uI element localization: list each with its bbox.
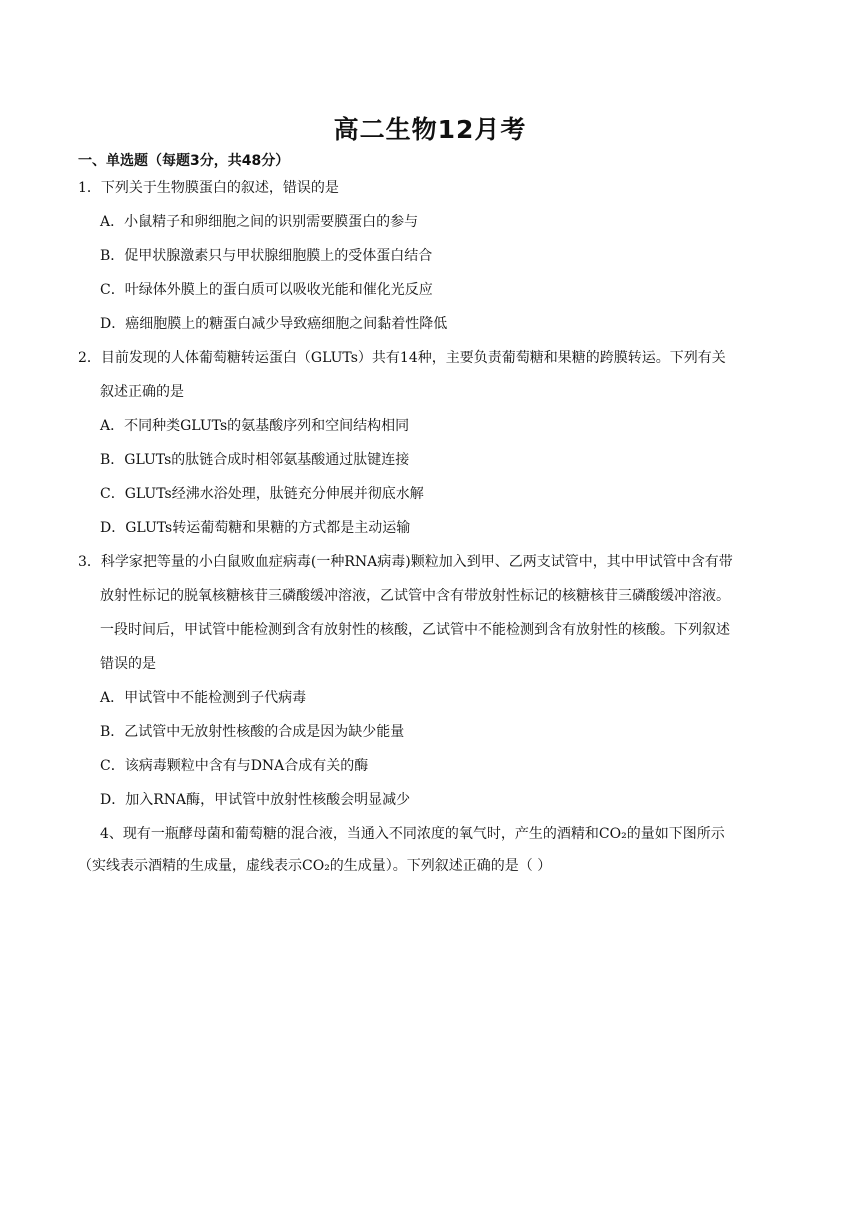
- question-3-option-a: A．甲试管中不能检测到子代病毒: [100, 690, 307, 706]
- question-3-stem: 3．科学家把等量的小白鼠败血症病毒(一种RNA病毒)颗粒加入到甲、乙两支试管中，其中甲试管中含有带: [78, 554, 733, 570]
- question-3-stem-cont-3: 错误的是: [100, 656, 156, 672]
- question-4-stem-cont: （实线表示酒精的生成量，虚线表示CO₂的生成量）。下列叙述正确的是（ ）: [78, 858, 552, 874]
- question-1-option-a: A．小鼠精子和卵细胞之间的识别需要膜蛋白的参与: [100, 214, 419, 230]
- question-3-option-d: D．加入RNA酶，甲试管中放射性核酸会明显减少: [100, 792, 411, 808]
- question-2-option-d: D．GLUTs转运葡萄糖和果糖的方式都是主动运输: [100, 520, 411, 536]
- question-1-stem: 1．下列关于生物膜蛋白的叙述，错误的是: [78, 180, 339, 196]
- question-3-option-b: B．乙试管中无放射性核酸的合成是因为缺少能量: [100, 724, 405, 740]
- question-1-option-b: B．促甲状腺激素只与甲状腺细胞膜上的受体蛋白结合: [100, 248, 433, 264]
- question-3-stem-cont-1: 放射性标记的脱氧核糖核苷三磷酸缓冲溶液，乙试管中含有带放射性标记的核糖核苷三磷酸缓冲溶液。: [100, 588, 730, 604]
- question-2-stem-cont: 叙述正确的是: [100, 384, 184, 400]
- question-3-stem-cont-2: 一段时间后，甲试管中能检测到含有放射性的核酸，乙试管中不能检测到含有放射性的核酸。下列叙述: [100, 622, 730, 638]
- question-2-option-b: B．GLUTs的肽链合成时相邻氨基酸通过肽键连接: [100, 452, 410, 468]
- section-heading: 一、单选题（每题3分，共48分）: [78, 153, 290, 169]
- question-2-option-a: A．不同种类GLUTs的氨基酸序列和空间结构相同: [100, 418, 410, 434]
- question-3-option-c: C．该病毒颗粒中含有与DNA合成有关的酶: [100, 758, 369, 774]
- exam-title: 高二生物12月考: [333, 115, 527, 144]
- question-2-stem: 2．目前发现的人体葡萄糖转运蛋白（GLUTs）共有14种，主要负责葡萄糖和果糖的跨膜转运。下列有关: [78, 350, 726, 366]
- question-2-option-c: C．GLUTs经沸水浴处理，肽链充分伸展并彻底水解: [100, 486, 424, 502]
- question-4-stem: 4、现有一瓶酵母菌和葡萄糖的混合液，当通入不同浓度的氧气时，产生的酒精和CO₂的量如下图所示: [100, 826, 725, 842]
- question-1-option-c: C．叶绿体外膜上的蛋白质可以吸收光能和催化光反应: [100, 282, 433, 298]
- question-1-option-d: D．癌细胞膜上的糖蛋白减少导致癌细胞之间黏着性降低: [100, 316, 448, 332]
